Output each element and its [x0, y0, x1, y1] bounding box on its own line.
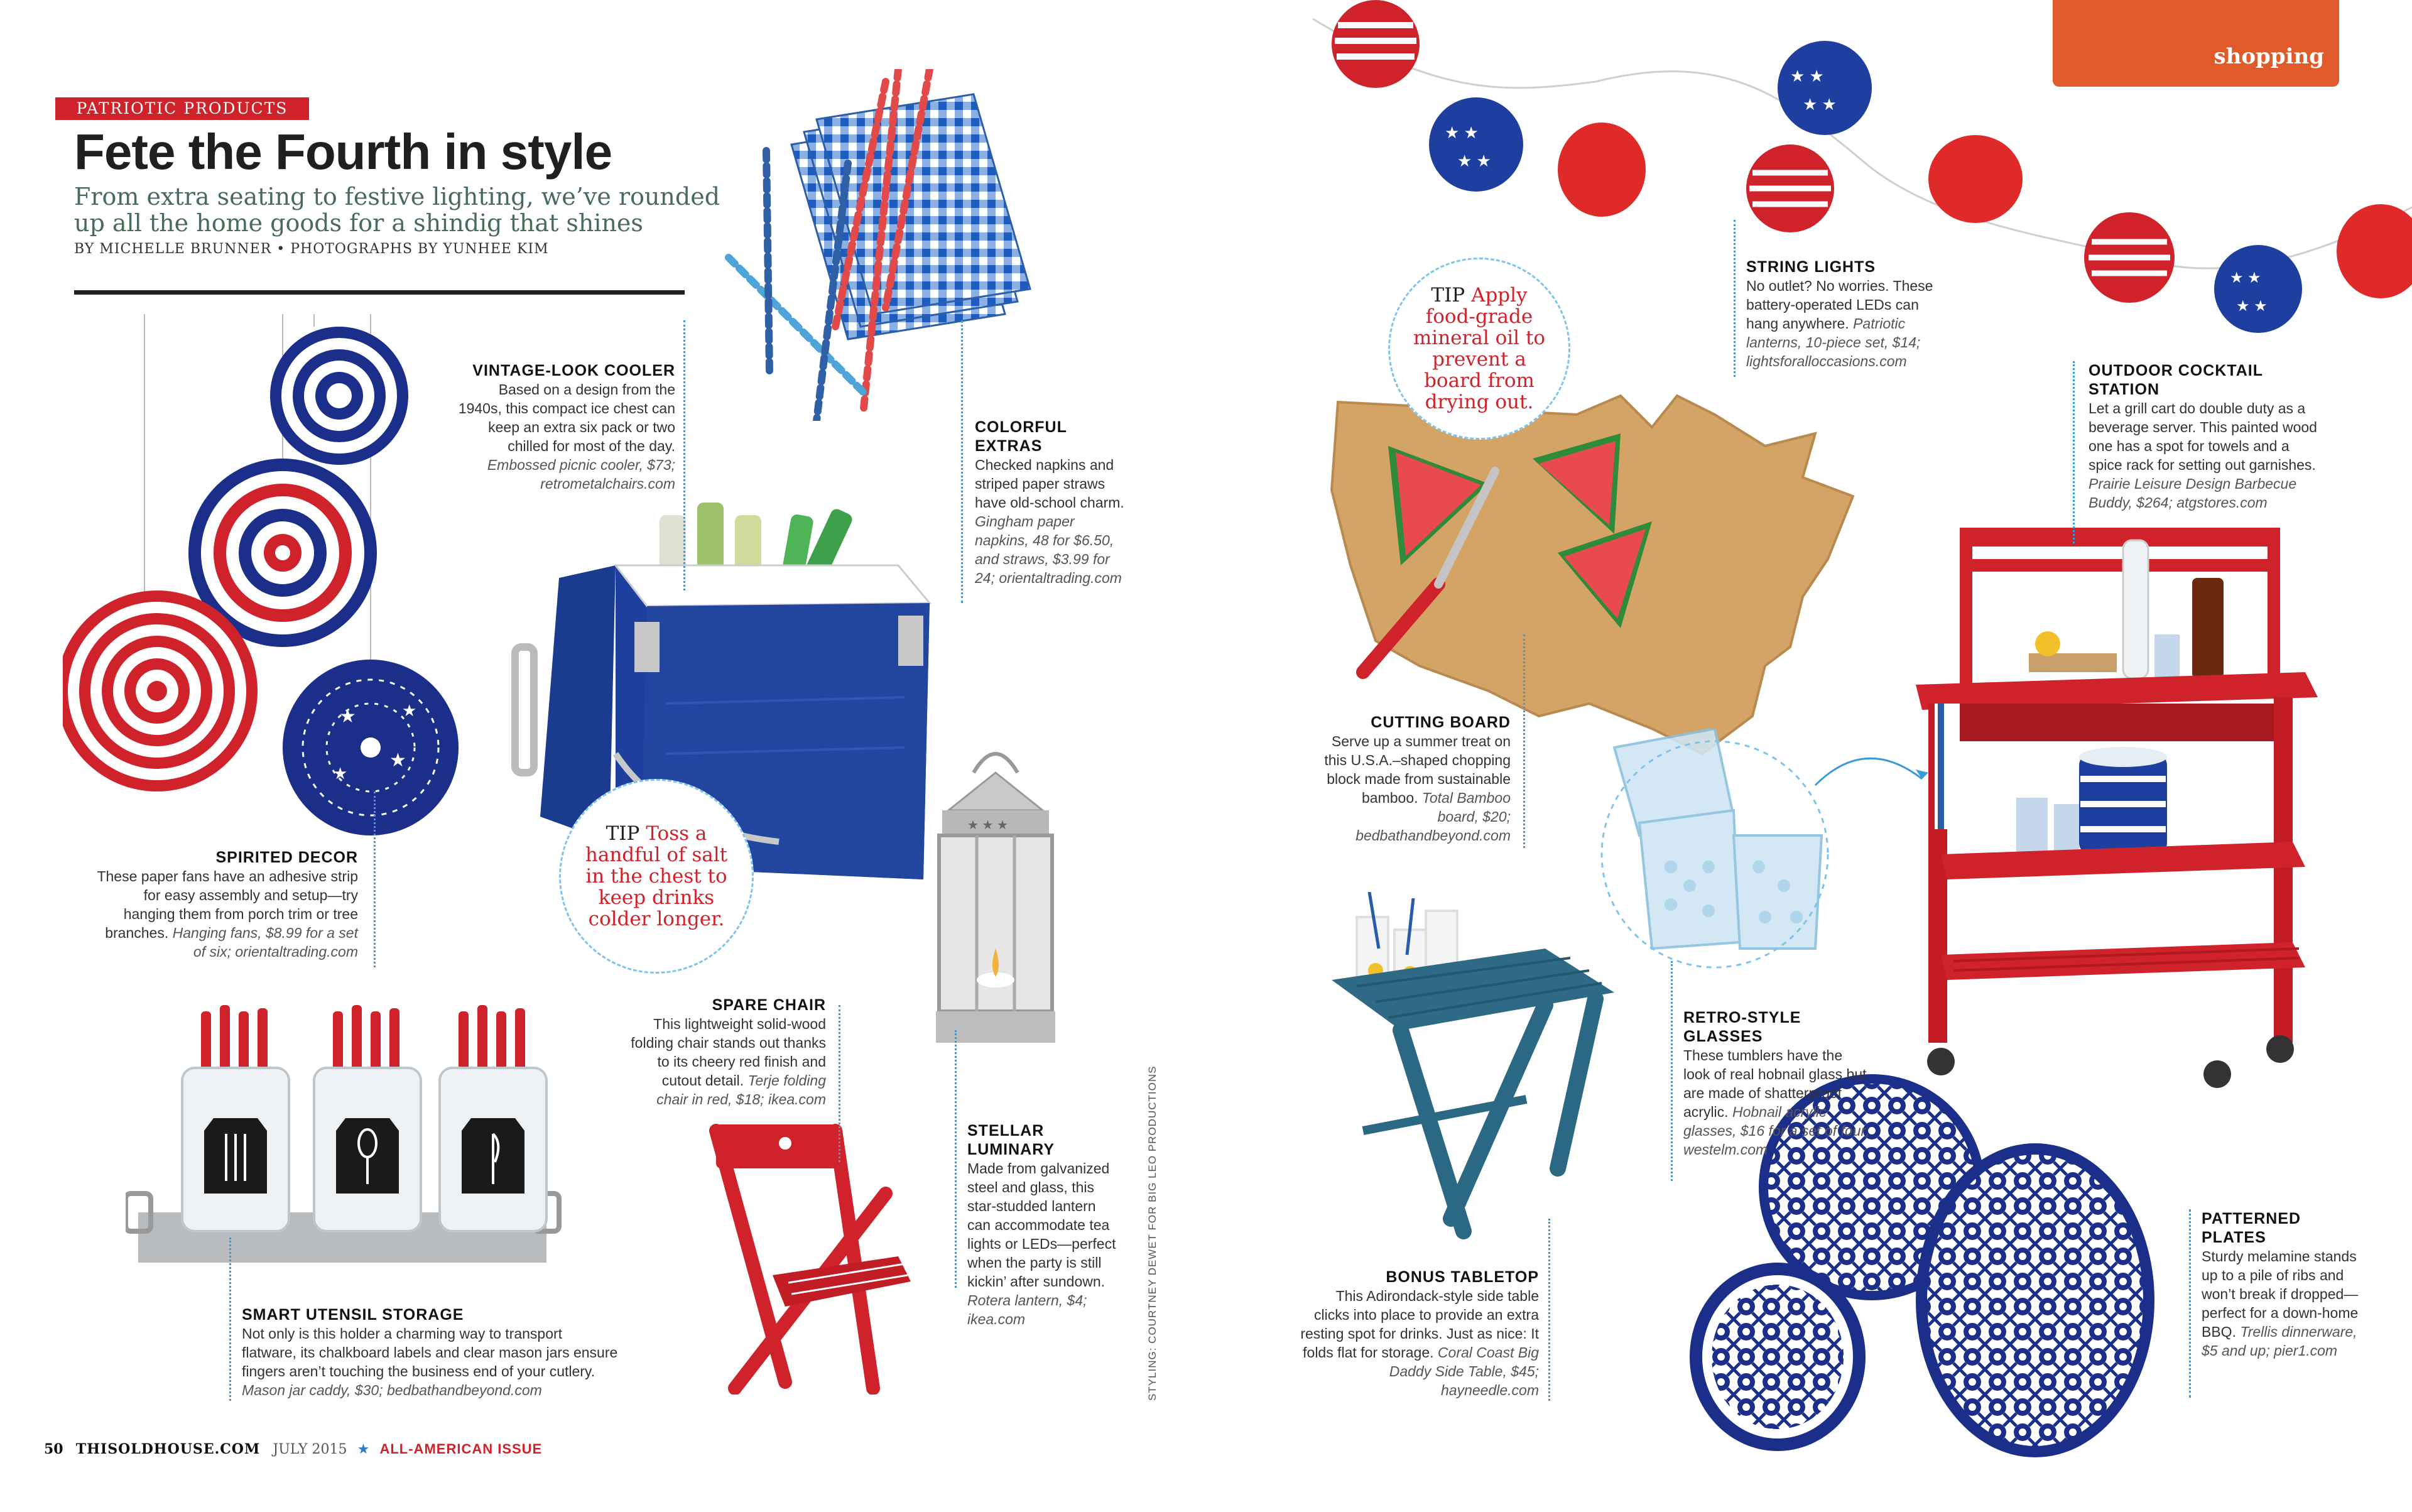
- caption-chair: [628, 996, 826, 1109]
- caption-source: Gingham paper napkins, 48 for $6.50, and straws, $3.99 for 24; orientaltrading.com: [975, 513, 1122, 586]
- caption-heading: PATTERNED PLATES: [2202, 1210, 2301, 1246]
- caption-body: These paper fans have an adhesive strip for easy assembly and setup—try hanging them from porch trim or tree branches.: [97, 868, 358, 941]
- leader-luminary: [955, 1030, 957, 1288]
- caption-source: Embossed picnic cooler, $73; retrometalchairs.com: [487, 457, 675, 492]
- tip-label: TIP: [1431, 284, 1465, 307]
- caption-source: Prairie Leisure Design Barbecue Buddy, $264; atgstores.com: [2089, 476, 2297, 511]
- tip-text: Apply food-grade mineral oil to prevent a board from drying out.: [1413, 284, 1546, 413]
- leader-tabletop: [1548, 1219, 1550, 1401]
- caption-source: Mason jar caddy, $30; bedbathandbeyond.com: [242, 1382, 542, 1398]
- caption-extras: [975, 418, 1126, 587]
- leader-glasses: [1671, 961, 1673, 1181]
- caption-decor: [94, 848, 358, 961]
- caption-plates: [2202, 1209, 2365, 1360]
- caption-heading: SMART UTENSIL STORAGE: [242, 1306, 464, 1324]
- svg-text:★: ★: [333, 764, 348, 783]
- title-rule: [74, 290, 685, 295]
- svg-text:★ ★: ★ ★: [2236, 298, 2268, 315]
- leader-chair: [839, 1005, 840, 1162]
- svg-text:★ ★: ★ ★: [1445, 123, 1479, 142]
- leader-utensil: [229, 1237, 231, 1401]
- cutting-board-image: [1325, 377, 1866, 766]
- utensil-caddy-image: [126, 999, 578, 1288]
- caption-heading: OUTDOOR COCKTAIL STATION: [2089, 362, 2263, 398]
- footer-site: THISOLDHOUSE.COM: [75, 1441, 261, 1457]
- section-tab-label: shopping: [2214, 44, 2324, 69]
- svg-text:★: ★: [339, 706, 356, 727]
- caption-source: Hanging fans, $8.99 for a set of six; orientaltrading.com: [172, 925, 358, 960]
- caption-body: This Adirondack-style side table clicks into place to provide an extra resting spot for drinks. Just as nice: It folds flat for storage.: [1300, 1288, 1539, 1361]
- svg-text:★ ★: ★ ★: [2230, 269, 2261, 286]
- caption-heading: CUTTING BOARD: [1371, 714, 1511, 731]
- leader-lights: [1734, 220, 1736, 377]
- footer-issue: ALL-AMERICAN ISSUE: [379, 1441, 543, 1457]
- star-icon: ★: [357, 1441, 370, 1457]
- caption-body: Not only is this holder a charming way to transport flatware, its chalkboard labels and clear mason jars ensure fingers aren’t touching the business end of your cutlery.: [242, 1325, 618, 1379]
- page-number: 50: [44, 1441, 63, 1457]
- leader-cocktail: [2073, 361, 2075, 543]
- leader-decor: [374, 791, 376, 967]
- caption-source: Hobnail acrylic glasses, $16 for a set of four; westelm.com: [1683, 1104, 1870, 1158]
- caption-utensil: [242, 1305, 619, 1400]
- caption-source: Total Bamboo board, $20; bedbathandbeyond.com: [1355, 790, 1511, 844]
- caption-body: This lightweight solid-wood folding chair stands out thanks to its cheery red finish and cutout detail.: [631, 1016, 826, 1089]
- leader-board: [1523, 634, 1525, 848]
- svg-text:★ ★: ★ ★: [1457, 151, 1491, 170]
- svg-text:★ ★: ★ ★: [1803, 95, 1837, 114]
- red-chair-image: [697, 1118, 923, 1395]
- caption-cooler: [452, 361, 675, 493]
- caption-body: No outlet? No worries. These battery-operated LEDs can hang anywhere.: [1746, 278, 1933, 332]
- page-title: Fete the Fourth in style: [74, 124, 612, 180]
- caption-heading: STRING LIGHTS: [1746, 258, 1876, 276]
- napkins-straws-image: [710, 69, 1062, 421]
- svg-text:★: ★: [402, 701, 417, 720]
- caption-source: Trellis dinnerware, $5 and up; pier1.com: [2202, 1324, 2357, 1359]
- kicker-banner: PATRIOTIC PRODUCTS: [69, 97, 295, 120]
- tip-mineral-oil: [1388, 258, 1570, 440]
- caption-cocktail: [2089, 361, 2321, 512]
- caption-body: These tumblers have the look of real hobnail glass but are made of shatterproof acrylic.: [1683, 1047, 1867, 1120]
- deck: From extra seating to festive lighting, we’ve rounded up all the home goods for a shindig that shines: [74, 183, 720, 237]
- caption-tabletop: [1300, 1268, 1539, 1400]
- caption-heading: COLORFUL EXTRAS: [975, 418, 1067, 455]
- footer-date: JULY 2015: [273, 1442, 347, 1457]
- caption-source: Patriotic lanterns, 10-piece set, $14; lightsforalloccasions.com: [1746, 315, 1921, 369]
- caption-heading: VINTAGE-LOOK COOLER: [472, 362, 675, 379]
- caption-lights: [1746, 258, 1935, 371]
- caption-body: Based on a design from the 1940s, this compact ice chest can keep an extra six pack or two chilled for most of the day.: [458, 381, 675, 454]
- tip-text: Toss a handful of salt in the chest to keep drinks colder longer.: [585, 822, 728, 930]
- svg-text:★ ★ ★: ★ ★ ★: [967, 819, 1008, 832]
- caption-body: Let a grill cart do double duty as a beverage server. This painted wood one has a spot for towels and a spice rack for setting out garnishes.: [2089, 400, 2317, 473]
- caption-heading: SPIRITED DECOR: [215, 849, 358, 866]
- svg-text:★ ★: ★ ★: [1790, 67, 1824, 85]
- tip-salt: [559, 779, 754, 974]
- side-table-image: [1319, 892, 1646, 1269]
- caption-body: Sturdy melamine stands up to a pile of ribs and won’t break if dropped—perfect for a down-home BBQ.: [2202, 1248, 2359, 1340]
- leader-plates: [2189, 1209, 2191, 1398]
- page-footer: [44, 1441, 542, 1457]
- caption-body: Made from galvanized steel and glass, this star-studded lantern can accommodate tea lights or LEDs—perfect when the party is still kickin’ after sundown.: [967, 1160, 1116, 1290]
- cocktail-cart-image: [1903, 515, 2330, 1099]
- tip-label: TIP: [606, 822, 640, 845]
- caption-heading: BONUS TABLETOP: [1386, 1268, 1539, 1286]
- leader-extras: [961, 320, 963, 603]
- caption-luminary: [967, 1121, 1118, 1329]
- caption-heading: RETRO-STYLE GLASSES: [1683, 1009, 1801, 1045]
- leader-cooler: [683, 320, 685, 590]
- caption-body: Checked napkins and striped paper straws have old-school charm.: [975, 457, 1124, 511]
- caption-heading: STELLAR LUMINARY: [967, 1122, 1055, 1158]
- caption-source: Rotera lantern, $4; ikea.com: [967, 1292, 1087, 1327]
- svg-text:★: ★: [389, 750, 406, 771]
- caption-body: Serve up a summer treat on this U.S.A.–shaped chopping block made from sustainable bamboo.: [1324, 733, 1511, 806]
- caption-board: [1319, 713, 1511, 845]
- lantern-image: [911, 735, 1080, 1087]
- caption-heading: SPARE CHAIR: [712, 996, 826, 1014]
- caption-glasses: [1683, 1008, 1872, 1159]
- styling-credit: STYLING: COURTNEY DEWET FOR BIG LEO PRODUCTIONS: [1146, 1065, 1158, 1401]
- caption-source: Coral Coast Big Daddy Side Table, $45; hayneedle.com: [1389, 1344, 1539, 1398]
- hanging-fans-image: [63, 314, 465, 835]
- callout-arrow: [1809, 735, 1935, 804]
- byline: BY MICHELLE BRUNNER • PHOTOGRAPHS BY YUNHEE KIM: [74, 241, 549, 257]
- caption-source: Terje folding chair in red, $18; ikea.com: [656, 1072, 826, 1107]
